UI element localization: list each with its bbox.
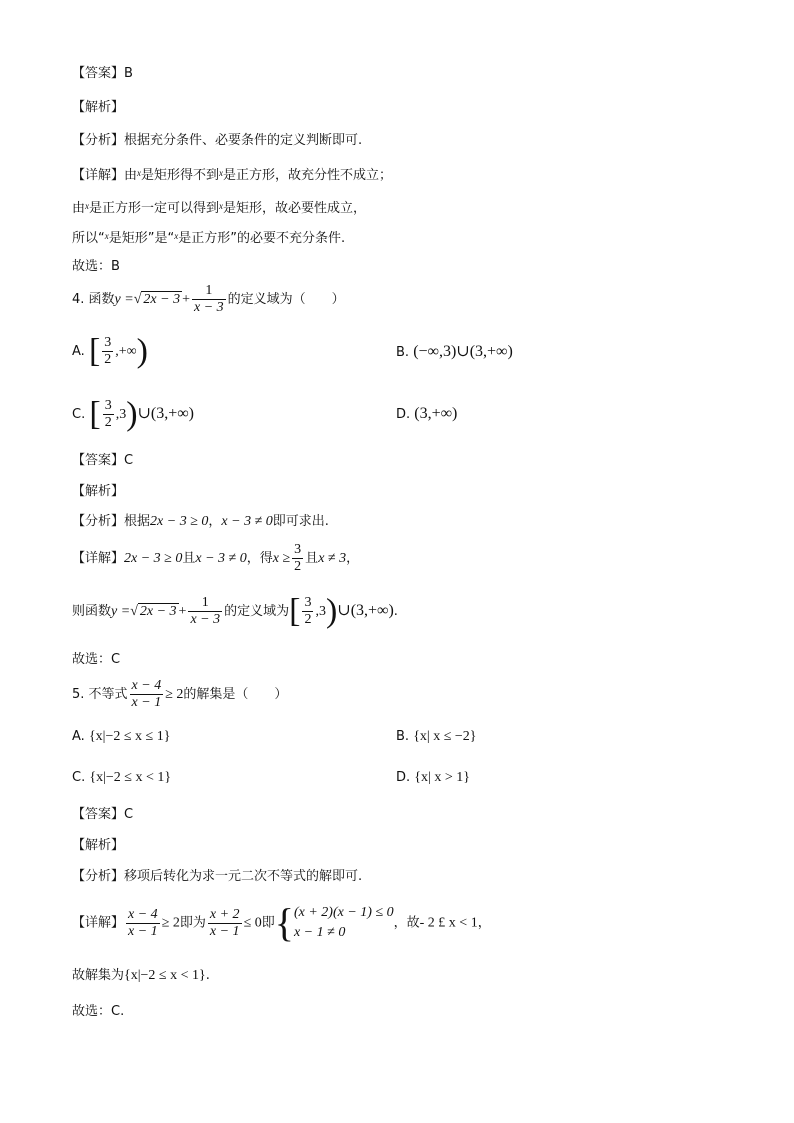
- q4-option-b: [396, 343, 513, 362]
- answer-label: 【答案】: [72, 453, 125, 468]
- denominator: x − 1: [131, 695, 162, 710]
- sqrt-expr: √ 2x − 3: [133, 292, 181, 307]
- math-op: +: [182, 292, 190, 307]
- option-value: {x| x ≤ −2}: [413, 729, 477, 744]
- detail-text: 是矩形得不到: [141, 168, 220, 183]
- detail-text: 的定义域为: [224, 604, 290, 619]
- math-expr: 2x − 3 ≥ 0: [150, 514, 209, 529]
- q5-choice-line: [72, 1003, 124, 1021]
- option-label: C.: [72, 407, 86, 422]
- option-label: A.: [72, 729, 85, 744]
- system-of-inequalities: [275, 898, 394, 948]
- detail-text: 即: [261, 915, 275, 931]
- choice-value: C: [111, 652, 121, 667]
- answer-label: 【答案】: [72, 807, 125, 822]
- right-paren: ): [136, 332, 148, 370]
- fraction: [208, 907, 242, 940]
- detail-text: 由: [72, 201, 86, 216]
- answer-label: 【答案】: [72, 66, 125, 81]
- analysis-label: 【解析】: [72, 838, 125, 853]
- radicand: 2x − 3: [139, 604, 177, 619]
- denominator: 2: [294, 559, 302, 574]
- math-expr: ≤ 0: [243, 915, 262, 931]
- option-value: (−∞,3)∪(3,+∞): [413, 343, 513, 360]
- numerator: 3: [294, 542, 302, 557]
- sqrt-expr: √ 2x − 3: [130, 604, 177, 619]
- math-var: x: [137, 168, 142, 178]
- fraction: [292, 542, 303, 575]
- option-value: {x|−2 ≤ x ≤ 1}: [88, 729, 171, 744]
- stem-text: 的定义域为（ ）: [227, 292, 345, 307]
- denominator: x − 1: [209, 923, 240, 939]
- choice-value: C.: [111, 1004, 125, 1019]
- case-row: x − 1 ≠ 0: [293, 924, 346, 940]
- detail-text: 所以“: [72, 231, 105, 246]
- detail-label: 【详解】: [72, 915, 125, 931]
- detail-text: 故解集为: [72, 968, 125, 983]
- numerator: x + 2: [209, 906, 240, 922]
- q5-fenxi-line: [72, 868, 362, 886]
- stem-text: 的解集是（ ）: [183, 687, 288, 702]
- fraction: [126, 907, 160, 940]
- detail-text: 是矩形，故必要性成立，: [223, 201, 367, 216]
- question-number: 4. 函数: [72, 292, 115, 307]
- q3-answer-line: [72, 65, 133, 83]
- answer-value: C: [124, 453, 134, 468]
- q3-analysis-heading: [72, 99, 124, 117]
- detail-text: 即为: [179, 915, 206, 931]
- detail-text: 是正方形，故充分性不成立；: [223, 168, 393, 183]
- detail-text: 是正方形”的必要不充分条件.: [178, 231, 346, 246]
- analysis-label: 【解析】: [72, 484, 125, 499]
- q4-option-a: [72, 334, 148, 370]
- q4-result-line: [72, 592, 398, 631]
- math-expr: - 2 £ x < 1: [419, 915, 478, 931]
- left-bracket: [: [88, 332, 101, 370]
- detail-text: .: [205, 968, 210, 983]
- fraction: [130, 678, 164, 711]
- detail-label: 【详解】: [72, 168, 125, 183]
- right-paren: ): [126, 395, 138, 433]
- math-expr: x − 3 ≠ 0: [195, 551, 247, 566]
- interval-rest: ,+∞: [115, 344, 137, 359]
- choice-label: 故选：: [72, 1004, 112, 1019]
- detail-text: 且: [182, 551, 196, 566]
- radicand: 2x − 3: [143, 292, 181, 307]
- q5-analysis-heading: [72, 837, 124, 855]
- fenxi-label: 【分析】: [72, 869, 125, 884]
- numerator: 3: [104, 335, 112, 350]
- detail-text: 是矩形”是“: [108, 231, 175, 246]
- option-value: {x| x > 1}: [414, 770, 470, 785]
- interval-union: ∪(3,+∞): [337, 602, 394, 619]
- q4-detail-line: [72, 540, 359, 578]
- solution-set: {x|−2 ≤ x < 1}: [124, 968, 206, 983]
- question-number: 5. 不等式: [72, 687, 128, 702]
- denominator: x − 3: [193, 300, 224, 315]
- denominator: x − 1: [128, 923, 158, 939]
- q3-fenxi-line: [72, 132, 362, 150]
- detail-text: .: [393, 604, 398, 619]
- denominator: 2: [104, 415, 112, 430]
- math-expr: x − 3 ≠ 0: [221, 514, 273, 529]
- detail-text: ，: [477, 915, 491, 931]
- choice-value: B: [111, 259, 120, 274]
- fenxi-text: 根据充分条件、必要条件的定义判断即可.: [124, 133, 363, 148]
- q5-option-b: [396, 728, 477, 746]
- q3-detail-line-3: [72, 227, 345, 248]
- fraction: [302, 595, 313, 628]
- fraction: [103, 398, 114, 431]
- option-label: D.: [396, 770, 411, 785]
- numerator: 3: [304, 595, 312, 610]
- fraction: [192, 283, 226, 316]
- q3-detail-line-1: [72, 164, 392, 185]
- numerator: x − 4: [131, 678, 162, 693]
- interval-rest: ,3: [115, 407, 127, 422]
- fraction: [102, 335, 113, 368]
- numerator: 1: [192, 283, 226, 300]
- q4-fenxi-line: [72, 513, 329, 531]
- math-expr: ≥ 2: [165, 687, 184, 702]
- math-expr: ≥ 2: [161, 915, 180, 931]
- case-row: (x + 2)(x − 1) ≤ 0: [293, 904, 394, 920]
- option-value: (3,+∞): [414, 405, 458, 422]
- denominator: x − 3: [190, 612, 221, 627]
- interval-union: ∪(3,+∞): [137, 405, 195, 422]
- q4-option-c: [72, 396, 194, 433]
- detail-text: 则函数: [72, 604, 112, 619]
- option-label: D.: [396, 407, 411, 422]
- q5-stem: [72, 676, 287, 714]
- left-bracket: [: [289, 592, 301, 630]
- q5-solution-line: [72, 967, 210, 985]
- fenxi-label: 【分析】: [72, 133, 125, 148]
- option-label: C.: [72, 770, 86, 785]
- numerator: 1: [188, 595, 222, 612]
- math-var: x: [219, 168, 224, 178]
- left-bracket: [: [89, 395, 101, 433]
- detail-text: 由: [124, 168, 138, 183]
- detail-text: ，故: [393, 915, 420, 931]
- option-label: B.: [396, 345, 410, 360]
- numerator: 3: [104, 398, 112, 413]
- math-expr: x ≠ 3: [318, 551, 347, 566]
- math-expr: y =: [114, 292, 134, 307]
- choice-label: 故选：: [72, 652, 112, 667]
- q3-choice-line: [72, 258, 120, 276]
- option-label: B.: [396, 729, 410, 744]
- math-var: x: [219, 201, 224, 211]
- numerator: x − 4: [128, 906, 158, 922]
- fraction: [188, 595, 222, 628]
- option-value: {x|−2 ≤ x < 1}: [89, 770, 172, 785]
- fenxi-text: 即可求出.: [272, 514, 329, 529]
- math-expr: x ≥: [272, 551, 291, 566]
- q5-option-c: [72, 769, 171, 787]
- interval-rest: ,3: [315, 604, 326, 619]
- option-label: A.: [72, 344, 85, 359]
- q4-answer-line: [72, 452, 133, 470]
- detail-label: 【详解】: [72, 551, 125, 566]
- answer-value: C: [124, 807, 134, 822]
- detail-text: ，: [346, 551, 360, 566]
- fenxi-label: 【分析】: [72, 514, 125, 529]
- q4-analysis-heading: [72, 483, 124, 501]
- q4-option-d: [396, 405, 457, 424]
- answer-value: B: [124, 66, 133, 81]
- fenxi-text: ，: [208, 514, 222, 529]
- detail-text: 且: [305, 551, 319, 566]
- fenxi-text: 移项后转化为求一元二次不等式的解即可.: [124, 869, 363, 884]
- math-var: x: [174, 231, 179, 241]
- left-brace: {: [274, 899, 294, 945]
- q5-answer-line: [72, 806, 133, 824]
- q5-detail-line: [72, 898, 491, 949]
- denominator: 2: [104, 352, 112, 367]
- math-var: x: [85, 201, 90, 211]
- q4-choice-line: [72, 651, 120, 669]
- q4-stem: [72, 283, 345, 317]
- math-op: +: [178, 604, 187, 619]
- denominator: 2: [304, 612, 312, 627]
- math-var: x: [104, 231, 109, 241]
- math-expr: y =: [111, 604, 131, 619]
- q5-option-a: [72, 728, 170, 746]
- fenxi-text: 根据: [124, 514, 151, 529]
- analysis-label: 【解析】: [72, 100, 125, 115]
- q5-option-d: [396, 769, 470, 787]
- math-expr: 2x − 3 ≥ 0: [124, 551, 183, 566]
- detail-text: 是正方形一定可以得到: [89, 201, 220, 216]
- right-paren: ): [325, 592, 338, 630]
- choice-label: 故选：: [72, 259, 112, 274]
- detail-text: ，得: [246, 551, 273, 566]
- q3-detail-line-2: [72, 197, 366, 218]
